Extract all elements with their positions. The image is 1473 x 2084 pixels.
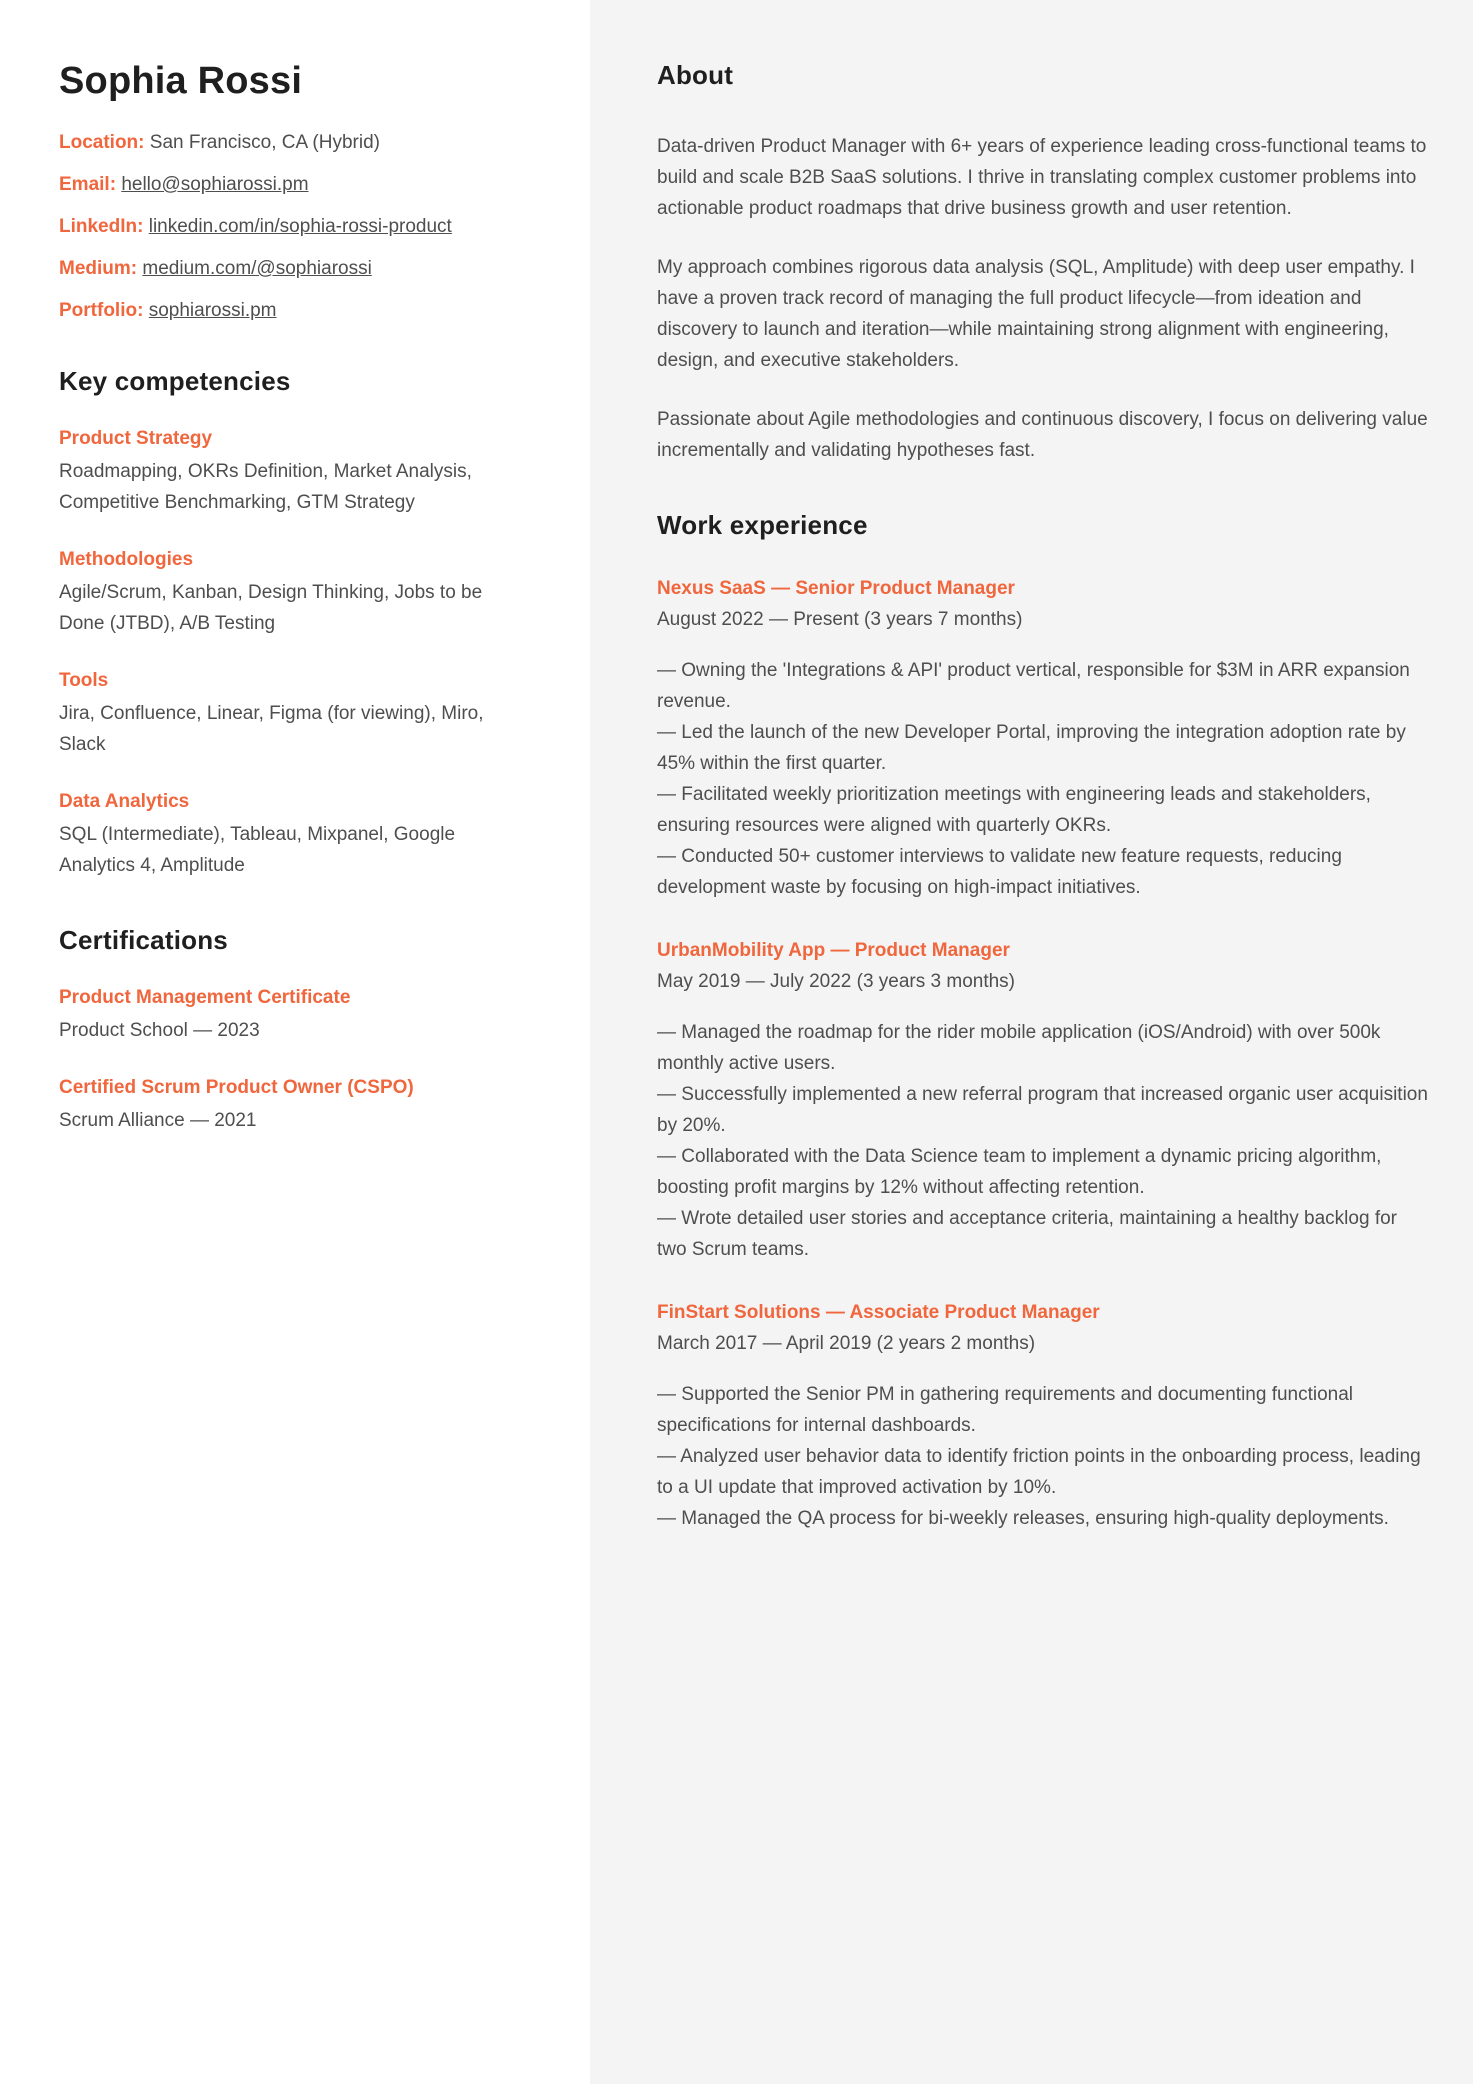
job-bullet: — Wrote detailed user stories and acceptance criteria, maintaining a healthy backlog for two Scrum teams. <box>657 1208 1397 1260</box>
job-bullet: — Collaborated with the Data Science team to implement a dynamic pricing algorithm, boosting profit margins by 12% without affecting retention. <box>657 1146 1382 1198</box>
job-bullet: — Conducted 50+ customer interviews to validate new feature requests, reducing development waste by focusing on high-impact initiatives. <box>657 846 1342 898</box>
about-paragraph: Data-driven Product Manager with 6+ years of experience leading cross-functional teams to build and scale B2B SaaS solutions. I thrive in translating complex customer problems into actionable product roadmaps that drive business growth and user retention. <box>657 136 1427 219</box>
job-dates: May 2019 — July 2022 (3 years 3 months) <box>657 971 1016 992</box>
competency-title: Product Strategy <box>59 428 213 449</box>
competency-group-data-analytics <box>59 790 516 881</box>
key-competencies-heading: Key competencies <box>59 366 291 396</box>
job-bullet: — Supported the Senior PM in gathering requirements and documenting functional specifications for internal dashboards. <box>657 1384 1354 1436</box>
certification-issuer: Scrum Alliance — 2021 <box>59 1110 257 1131</box>
medium-link[interactable]: medium.com/@sophiarossi <box>142 258 372 279</box>
contact-row-linkedin <box>59 215 516 238</box>
linkedin-link[interactable]: linkedin.com/in/sophia-rossi-product <box>148 216 452 237</box>
about-paragraph: My approach combines rigorous data analysis (SQL, Amplitude) with deep user empathy. I have a proven track record of managing the full product lifecycle—from ideation and discovery to launch and iteration—while maintaining strong alignment with engineering, design, and executive stakeholders. <box>657 257 1415 371</box>
resume-left-column <box>0 0 590 2084</box>
job-bullet-list <box>657 655 1429 903</box>
job-bullet: — Analyzed user behavior data to identify friction points in the onboarding process, leading to a UI update that improved activation by 10%. <box>657 1446 1421 1498</box>
email-link[interactable]: hello@sophiarossi.pm <box>121 174 309 195</box>
contact-label: Portfolio: <box>59 300 144 321</box>
contact-label: Email: <box>59 174 117 195</box>
contact-row-medium <box>59 257 516 280</box>
competency-group-tools <box>59 669 516 760</box>
job-entry-nexus-saas <box>657 573 1429 903</box>
job-title: UrbanMobility App — Product Manager <box>657 940 1010 961</box>
job-bullet: — Facilitated weekly prioritization meetings with engineering leads and stakeholders, ensuring resources were aligned with quarterly OKRs. <box>657 784 1371 836</box>
competency-group-product-strategy <box>59 427 516 518</box>
contact-row-portfolio <box>59 299 516 322</box>
contact-row-location <box>59 131 516 154</box>
competency-text: Roadmapping, OKRs Definition, Market Analysis, Competitive Benchmarking, GTM Strategy <box>59 461 472 513</box>
certification-title: Certified Scrum Product Owner (CSPO) <box>59 1077 414 1098</box>
certifications-heading: Certifications <box>59 925 228 955</box>
work-experience-heading: Work experience <box>657 510 868 540</box>
job-bullet-list <box>657 1379 1429 1534</box>
competency-title: Methodologies <box>59 549 194 570</box>
contact-row-email <box>59 173 516 196</box>
about-heading: About <box>657 60 734 90</box>
job-entry-finstart <box>657 1297 1429 1534</box>
about-paragraph: Passionate about Agile methodologies and continuous discovery, I focus on delivering value incrementally and validating hypotheses fast. <box>657 409 1428 461</box>
job-dates: August 2022 — Present (3 years 7 months) <box>657 609 1023 630</box>
certification-issuer: Product School — 2023 <box>59 1020 260 1041</box>
competency-group-methodologies <box>59 548 516 639</box>
job-bullet: — Owning the 'Integrations & API' product vertical, responsible for $3M in ARR expansion revenue. <box>657 660 1410 712</box>
job-title: FinStart Solutions — Associate Product Manager <box>657 1302 1100 1323</box>
contact-label: LinkedIn: <box>59 216 144 237</box>
job-title: Nexus SaaS — Senior Product Manager <box>657 578 1015 599</box>
contact-value-location: San Francisco, CA (Hybrid) <box>149 132 380 153</box>
contact-section <box>59 131 516 322</box>
certification-item-pm-certificate <box>59 986 516 1046</box>
candidate-name: Sophia Rossi <box>59 60 303 102</box>
certification-item-cspo <box>59 1076 516 1136</box>
job-bullet: — Led the launch of the new Developer Portal, improving the integration adoption rate by 45% within the first quarter. <box>657 722 1406 774</box>
contact-label: Location: <box>59 132 145 153</box>
competency-title: Tools <box>59 670 109 691</box>
job-bullet-list <box>657 1017 1429 1265</box>
competency-title: Data Analytics <box>59 791 190 812</box>
portfolio-link[interactable]: sophiarossi.pm <box>148 300 277 321</box>
competency-text: SQL (Intermediate), Tableau, Mixpanel, Google Analytics 4, Amplitude <box>59 824 456 876</box>
job-bullet: — Managed the QA process for bi-weekly releases, ensuring high-quality deployments. <box>657 1508 1389 1529</box>
contact-label: Medium: <box>59 258 138 279</box>
job-bullet: — Successfully implemented a new referral program that increased organic user acquisition by 20%. <box>657 1084 1428 1136</box>
job-bullet: — Managed the roadmap for the rider mobile application (iOS/Android) with over 500k monthly active users. <box>657 1022 1381 1074</box>
competency-text: Jira, Confluence, Linear, Figma (for viewing), Miro, Slack <box>59 703 484 755</box>
certification-title: Product Management Certificate <box>59 987 351 1008</box>
resume-right-column <box>590 0 1473 2084</box>
competency-text: Agile/Scrum, Kanban, Design Thinking, Jobs to be Done (JTBD), A/B Testing <box>59 582 483 634</box>
job-entry-urbanmobility <box>657 935 1429 1265</box>
job-dates: March 2017 — April 2019 (2 years 2 months) <box>657 1333 1036 1354</box>
